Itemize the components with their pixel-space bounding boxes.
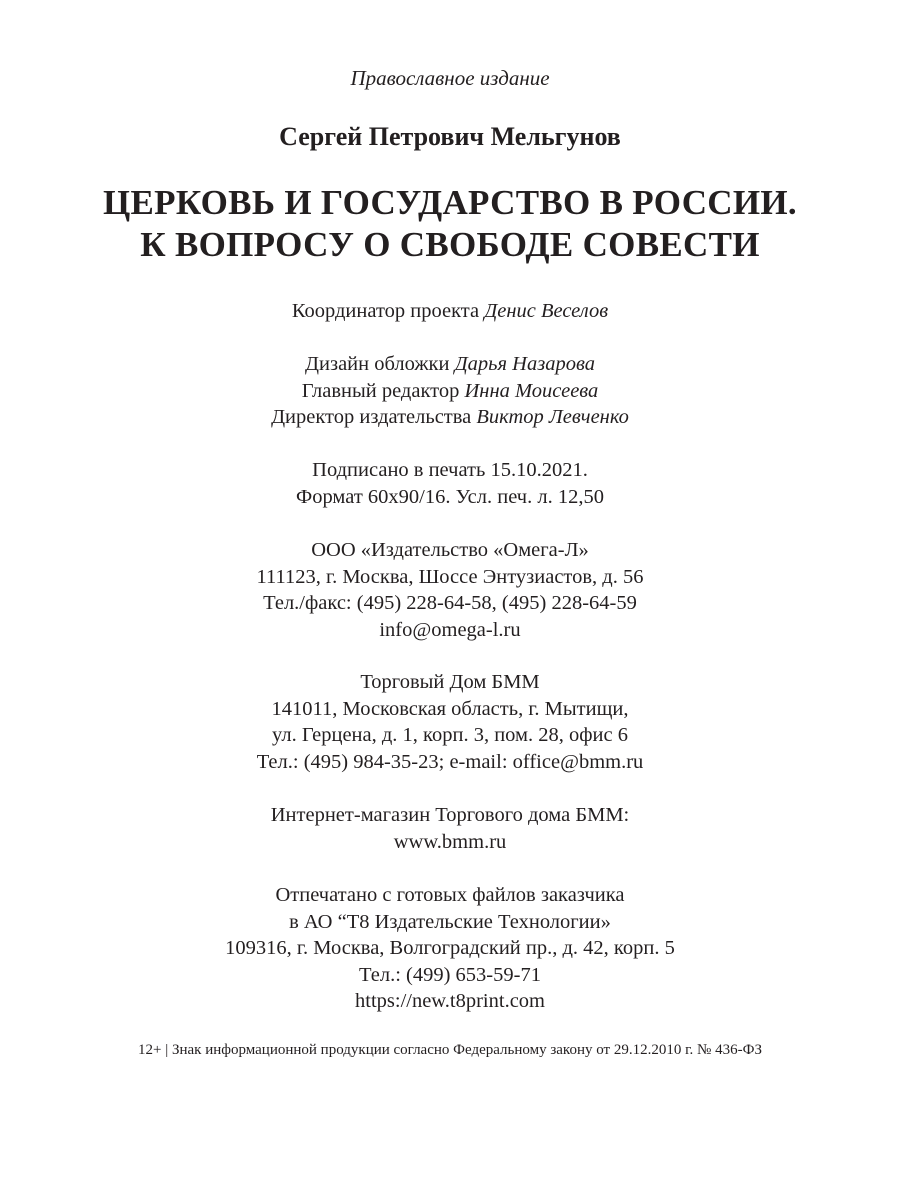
trade-house-address-2: ул. Герцена, д. 1, корп. 3, пом. 28, офис 6: [272, 724, 628, 746]
coordinator-name: Денис Веселов: [484, 300, 609, 322]
shop-info: [0, 802, 900, 855]
format-info: Формат 60х90/16. Усл. печ. л. 12,50: [296, 485, 604, 508]
director-role: Директор издательства: [271, 406, 472, 428]
signed-date: Подписано в печать 15.10.2021.: [312, 459, 588, 481]
editor-credit: [0, 378, 900, 405]
trade-house-address-1: 141011, Московская область, г. Мытищи,: [271, 697, 629, 720]
printer-phone: Тел.: (499) 653-59-71: [359, 963, 541, 986]
series-label: Православное издание: [350, 66, 550, 90]
trade-house-info: [0, 669, 900, 775]
publisher-phone: Тел./факс: (495) 228-64-58, (495) 228-64-59: [263, 592, 637, 614]
coordinator-role: Координатор проекта: [291, 300, 480, 322]
book-title: [0, 182, 900, 266]
book-title-line-2: К ВОПРОСУ О СВОБОДЕ СОВЕСТИ: [140, 225, 760, 264]
publisher-address: 111123, г. Москва, Шоссе Энтузиастов, д. 56: [256, 565, 644, 588]
age-rating-notice: 12+ | Знак информационной продукции согласно Федеральному закону от 29.12.2010 г. № 436-ФЗ: [138, 1042, 762, 1058]
printer-line-1: Отпечатано с готовых файлов заказчика: [275, 884, 625, 906]
coordinator-credit: [0, 298, 900, 325]
print-info: [0, 457, 900, 510]
trade-house-contacts: Тел.: (495) 984-35-23; e-mail: office@bmm.ru: [256, 750, 644, 773]
cover-role: Дизайн обложки: [305, 353, 450, 375]
shop-url: www.bmm.ru: [393, 830, 507, 853]
editor-name: Инна Моисеева: [464, 379, 599, 402]
director-name: Виктор Левченко: [476, 406, 629, 428]
publisher-name: ООО «Издательство «Омега-Л»: [311, 539, 589, 561]
cover-name: Дарья Назарова: [454, 353, 595, 375]
author-name: Сергей Петрович Мельгунов: [279, 122, 621, 151]
book-title-line-1: ЦЕРКОВЬ И ГОСУДАРСТВО В РОССИИ.: [103, 183, 797, 222]
printer-info: [0, 882, 900, 1015]
editor-role: Главный редактор: [301, 379, 460, 402]
staff-credits: [0, 351, 900, 431]
cover-credit: [0, 351, 900, 378]
publisher-email: info@omega-l.ru: [379, 618, 521, 641]
publisher-info: [0, 537, 900, 643]
trade-house-name: Торговый Дом БММ: [360, 671, 540, 693]
printer-address: 109316, г. Москва, Волгоградский пр., д. 42, корп. 5: [225, 937, 675, 959]
shop-label: Интернет-магазин Торгового дома БММ:: [270, 804, 630, 826]
printer-line-2: в АО “Т8 Издательские Технологии»: [289, 910, 611, 933]
printer-url: https://new.t8print.com: [355, 990, 545, 1012]
director-credit: [0, 404, 900, 431]
